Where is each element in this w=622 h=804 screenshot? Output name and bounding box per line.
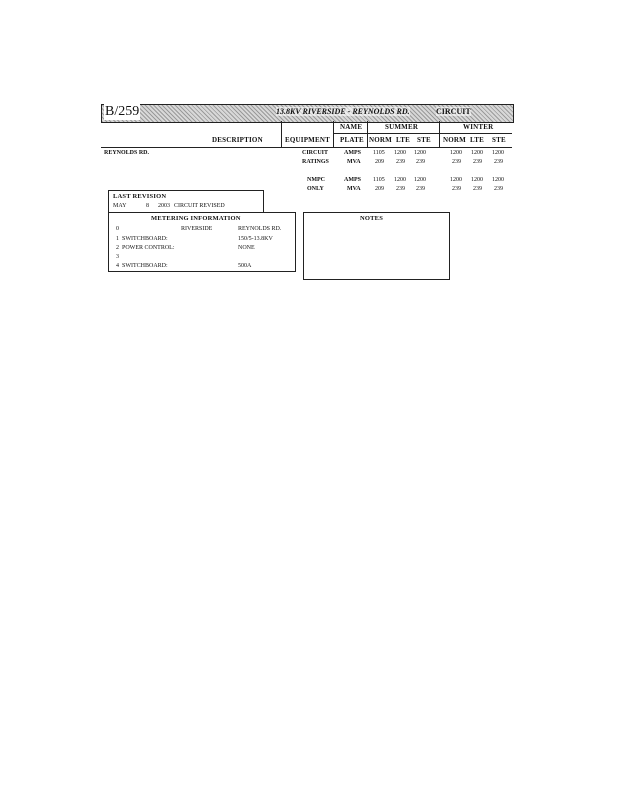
g2-summer-mva-lte: 239 [396, 186, 405, 192]
g2-winter-amps-ste: 1200 [492, 177, 504, 183]
g1-summer-amps-lte: 1200 [394, 150, 406, 156]
g2-winter-amps-norm: 1200 [450, 177, 462, 183]
group2-label-1: NMPC [307, 177, 325, 183]
g2-winter-amps-lte: 1200 [471, 177, 483, 183]
g1-summer-mva-norm: 209 [375, 159, 384, 165]
last-revision-box [108, 190, 264, 213]
column-header [101, 121, 512, 148]
g1-winter-mva-norm: 239 [452, 159, 461, 165]
divider [333, 133, 512, 134]
last-revision-heading: LAST REVISION [113, 193, 167, 200]
metering-label: SWITCHBOARD: [122, 236, 168, 242]
metering-value: REYNOLDS RD. [238, 226, 282, 232]
metering-box [108, 212, 296, 272]
revision-month: MAY [113, 203, 127, 209]
circuit-title: 13.8KV RIVERSIDE - REYNOLDS RD. [276, 107, 410, 116]
g2-winter-mva-ste: 239 [494, 186, 503, 192]
g2-summer-mva-ste: 239 [416, 186, 425, 192]
divider [281, 121, 282, 147]
col-winter-ste: STE [492, 136, 506, 144]
col-summer-ste: STE [417, 136, 431, 144]
g1-summer-mva-lte: 239 [396, 159, 405, 165]
col-summer-norm: NORM [369, 136, 392, 144]
circuit-label: CIRCUIT [436, 107, 471, 116]
group2-amps-unit: AMPS [344, 177, 361, 183]
g1-winter-amps-ste: 1200 [492, 150, 504, 156]
col-plate: PLATE [340, 136, 364, 144]
group1-label-2: RATINGS [302, 159, 329, 165]
group1-mva-unit: MVA [347, 159, 361, 165]
col-name: NAME [340, 123, 363, 131]
metering-num: 3 [116, 254, 119, 260]
revision-note: CIRCUIT REVISED [174, 203, 225, 209]
divider [439, 121, 440, 147]
col-description: DESCRIPTION [212, 136, 263, 144]
g1-winter-mva-lte: 239 [473, 159, 482, 165]
metering-num: 2 [116, 245, 119, 251]
g1-winter-amps-norm: 1200 [450, 150, 462, 156]
group1-label-1: CIRCUIT [302, 150, 329, 156]
g1-summer-amps-norm: 1105 [373, 150, 385, 156]
g2-summer-mva-norm: 209 [375, 186, 384, 192]
notes-heading: NOTES [360, 215, 384, 222]
metering-value: 500A [238, 263, 252, 269]
metering-label: SWITCHBOARD: [122, 263, 168, 269]
revision-year: 2003 [158, 203, 170, 209]
g1-winter-amps-lte: 1200 [471, 150, 483, 156]
metering-num: 0 [116, 226, 119, 232]
metering-value: 150/5-13.8KV [238, 236, 273, 242]
metering-num: 4 [116, 263, 119, 269]
notes-box [303, 212, 450, 280]
revision-day: 8 [146, 203, 149, 209]
metering-label: POWER CONTROL: [122, 245, 175, 251]
col-winter: WINTER [463, 123, 494, 131]
metering-value: NONE [238, 245, 255, 251]
group2-label-2: ONLY [307, 186, 324, 192]
col-equipment: EQUIPMENT [285, 136, 330, 144]
group1-amps-unit: AMPS [344, 150, 361, 156]
g2-summer-amps-lte: 1200 [394, 177, 406, 183]
metering-label: RIVERSIDE [181, 226, 213, 232]
divider [333, 121, 334, 147]
col-summer: SUMMER [385, 123, 419, 131]
col-winter-lte: LTE [470, 136, 484, 144]
col-winter-norm: NORM [443, 136, 466, 144]
g1-summer-mva-ste: 239 [416, 159, 425, 165]
metering-num: 1 [116, 236, 119, 242]
sheet-code: B/259 [105, 104, 140, 119]
g2-summer-amps-ste: 1200 [414, 177, 426, 183]
g1-winter-mva-ste: 239 [494, 159, 503, 165]
g2-winter-mva-lte: 239 [473, 186, 482, 192]
row-description: REYNOLDS RD. [104, 150, 150, 156]
g2-summer-amps-norm: 1105 [373, 177, 385, 183]
g2-winter-mva-norm: 239 [452, 186, 461, 192]
divider [367, 121, 368, 147]
col-summer-lte: LTE [396, 136, 410, 144]
metering-heading: METERING INFORMATION [151, 215, 241, 222]
g1-summer-amps-ste: 1200 [414, 150, 426, 156]
group2-mva-unit: MVA [347, 186, 361, 192]
